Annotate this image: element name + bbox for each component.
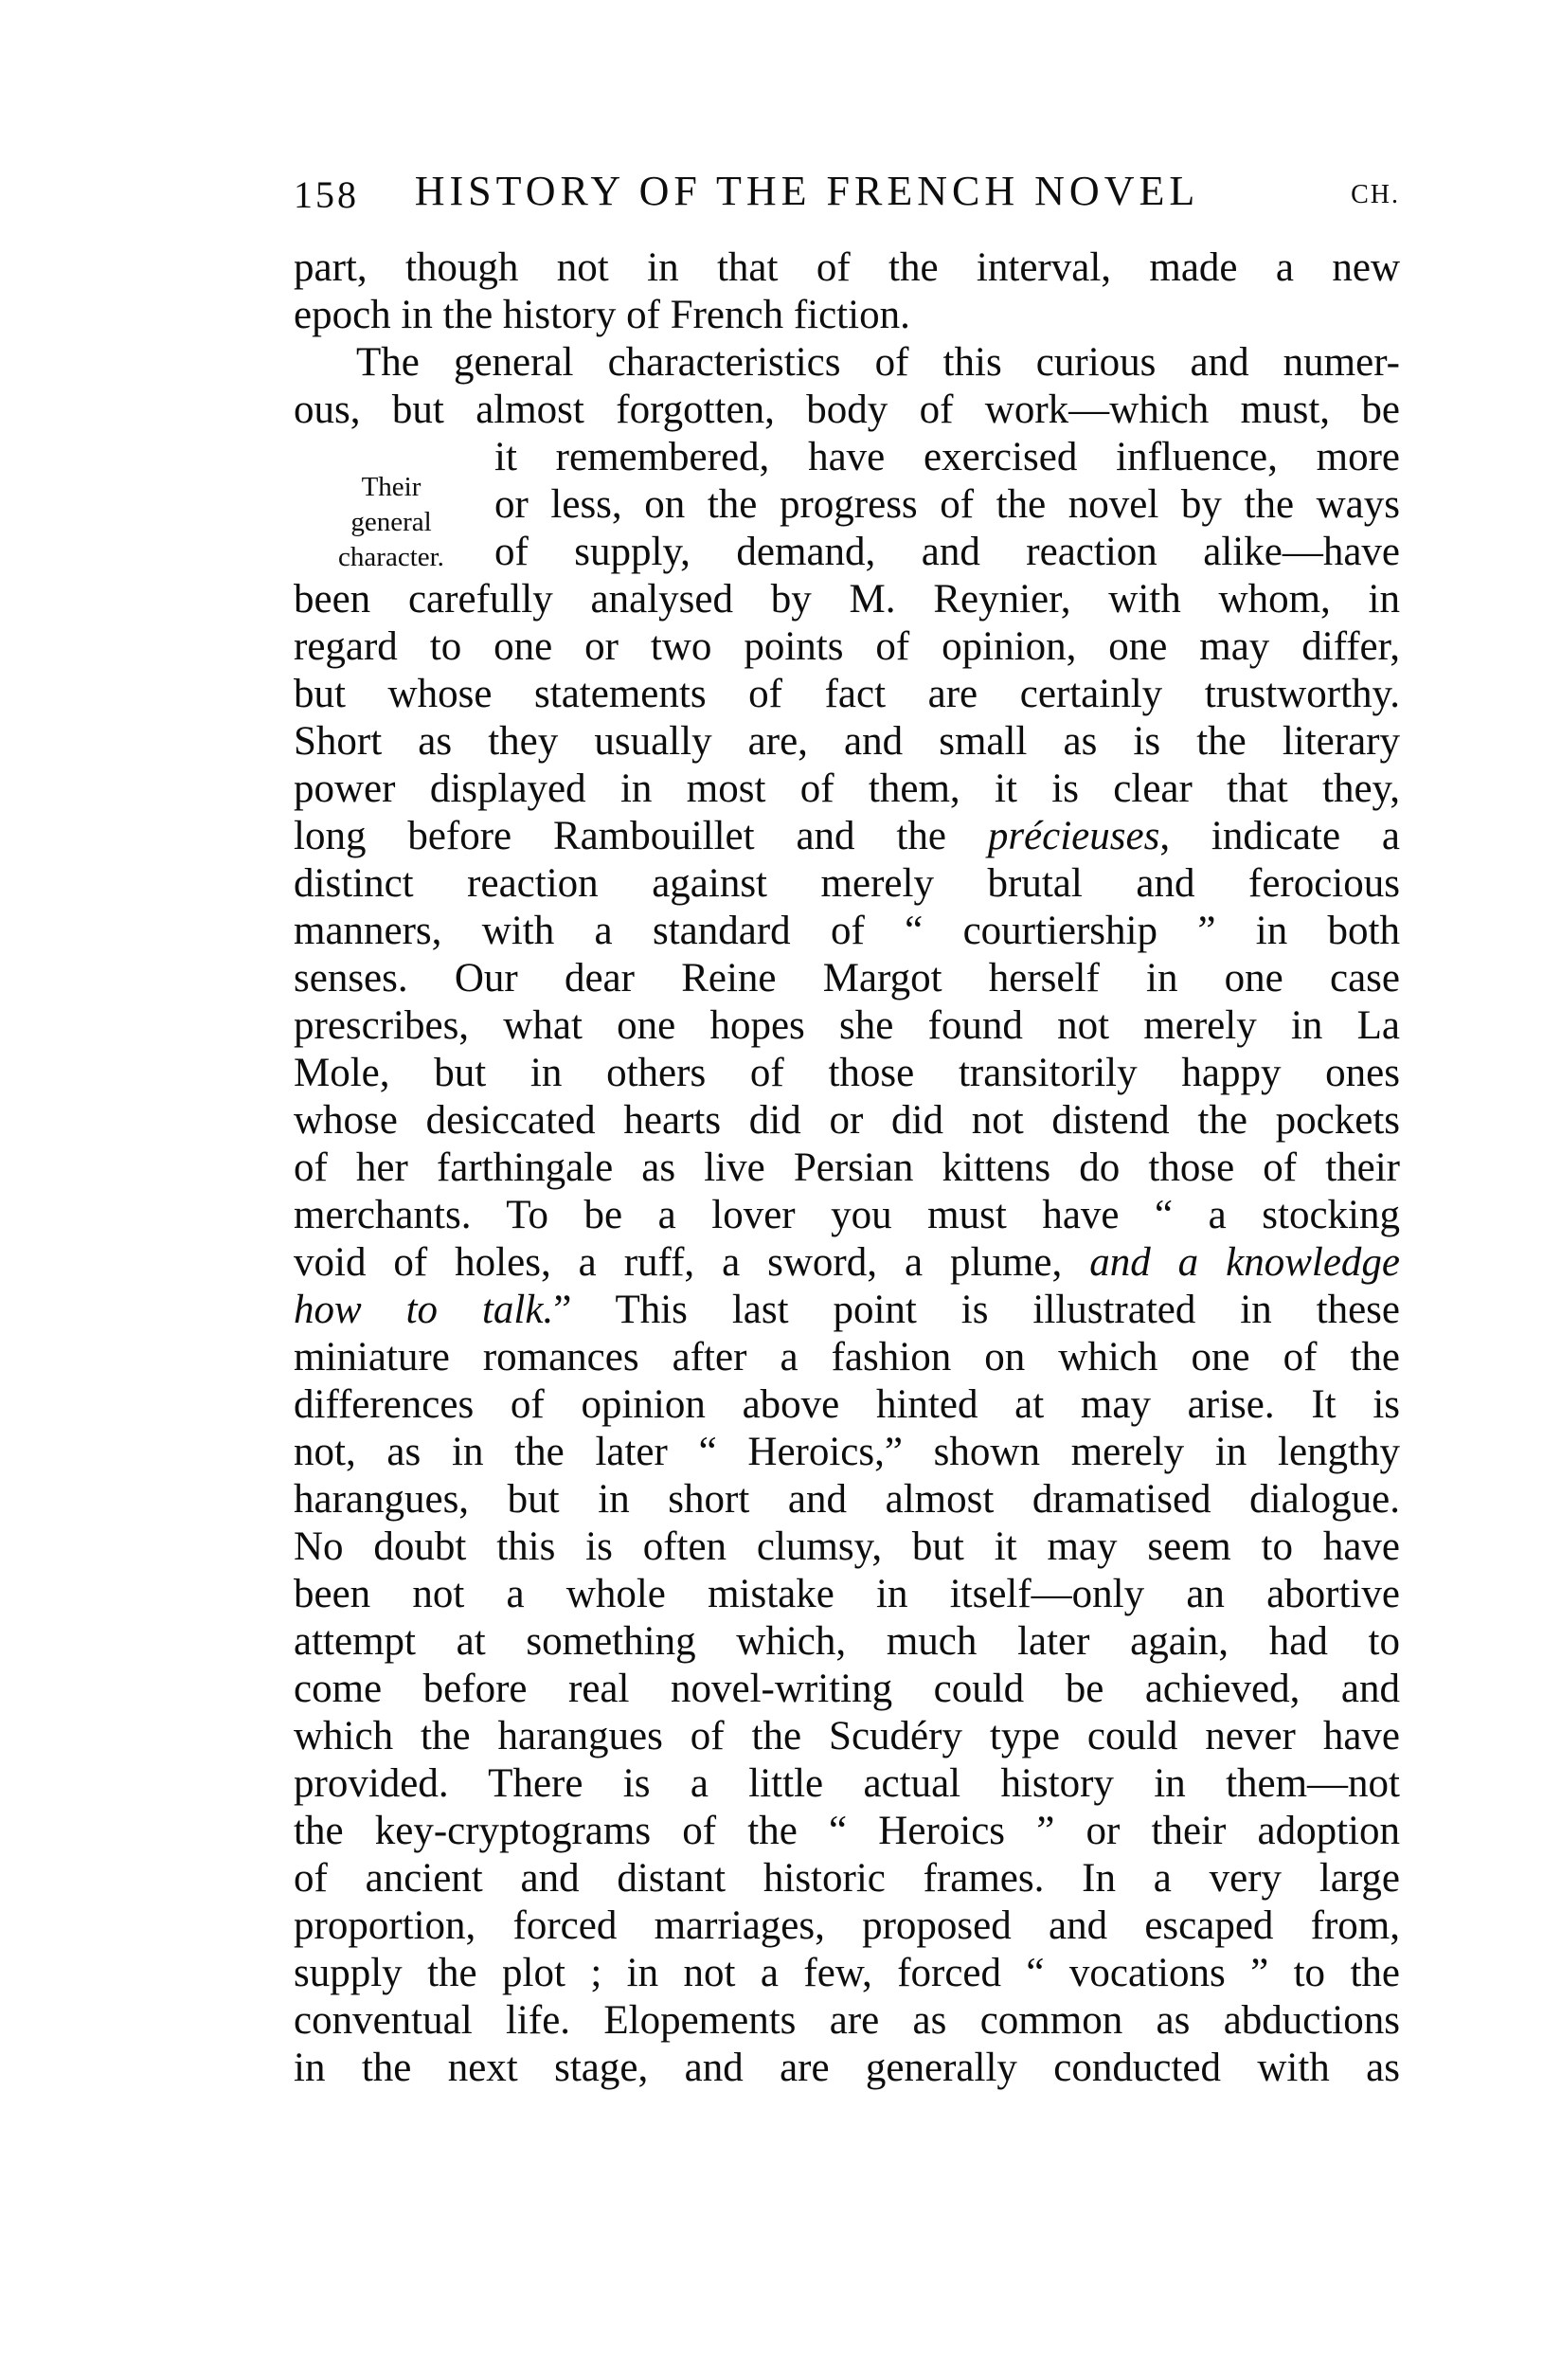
italic-text-run: and a knowledge xyxy=(1089,1240,1400,1285)
page-header xyxy=(294,167,1400,220)
text-run: in the next stage, and are generally conducted with as xyxy=(294,2046,1400,2090)
text-line xyxy=(294,1050,1400,1097)
text-line xyxy=(294,908,1400,955)
text-line xyxy=(294,1760,1400,1808)
text-run: distinct reaction against merely brutal and ferocious xyxy=(294,861,1400,906)
text-line xyxy=(294,1287,1400,1334)
text-line xyxy=(294,1097,1400,1145)
text-run: or less, on the progress of the novel by the ways xyxy=(494,482,1400,527)
text-run: not, as in the later “ Heroics,” shown merely in lengthy xyxy=(294,1430,1400,1474)
text-run: been not a whole mistake in itself—only an abortive xyxy=(294,1572,1400,1616)
text-run: the key-cryptograms of the “ Heroics ” or their adoption xyxy=(294,1809,1400,1853)
text-run: Mole, but in others of those transitorily happy ones xyxy=(294,1051,1400,1095)
text-line xyxy=(294,1524,1400,1571)
margin-note xyxy=(301,470,481,575)
page-number: 158 xyxy=(294,173,359,216)
text-line xyxy=(294,955,1400,1002)
body-text xyxy=(294,244,1400,2092)
text-run: ous, but almost forgotten, body of work—which must, be xyxy=(294,388,1400,432)
margin-note-line: general xyxy=(350,507,432,537)
text-run: No doubt this is often clumsy, but it may seem to have xyxy=(294,1524,1400,1569)
text-line xyxy=(294,623,1400,671)
text-line xyxy=(294,339,1400,387)
text-line xyxy=(294,1902,1400,1950)
text-run: miniature romances after a fashion on which one of the xyxy=(294,1335,1400,1379)
text-run: it remembered, have exercised influence, more xyxy=(494,435,1400,479)
text-line xyxy=(294,1145,1400,1192)
text-run: merchants. To be a lover you must have “ a stocking xyxy=(294,1193,1400,1237)
margin-note-line: Their xyxy=(361,472,422,502)
text-run: of supply, demand, and reaction alike—have xyxy=(494,530,1400,574)
text-line xyxy=(294,1381,1400,1429)
text-line xyxy=(294,1666,1400,1713)
text-line xyxy=(294,1334,1400,1381)
text-run: power displayed in most of them, it is clear that they, xyxy=(294,766,1400,811)
text-run: senses. Our dear Reine Margot herself in one case xyxy=(294,956,1400,1001)
text-line xyxy=(294,813,1400,860)
text-run: Short as they usually are, and small as is the literary xyxy=(294,719,1400,764)
text-line xyxy=(294,860,1400,908)
text-run: conventual life. Elopements are as common as abductions xyxy=(294,1998,1400,2043)
text-run: The general characteristics of this curious and numer- xyxy=(356,340,1400,385)
text-run: harangues, but in short and almost dramatised dialogue. xyxy=(294,1477,1400,1522)
text-run: ” This last point is illustrated in these xyxy=(553,1288,1400,1332)
text-line xyxy=(294,1002,1400,1050)
text-line xyxy=(294,1239,1400,1287)
text-run: which the harangues of the Scudéry type could never have xyxy=(294,1714,1400,1758)
text-run: epoch in the history of French fiction. xyxy=(294,293,910,337)
text-run: come before real novel-writing could be achieved, and xyxy=(294,1667,1400,1711)
text-run: prescribes, what one hopes she found not merely in La xyxy=(294,1003,1400,1048)
text-run: differences of opinion above hinted at may arise. It is xyxy=(294,1382,1400,1427)
text-run: manners, with a standard of “ courtiership ” in both xyxy=(294,909,1400,953)
running-title: HISTORY OF THE FRENCH NOVEL xyxy=(414,168,1200,214)
text-run: of ancient and distant historic frames. In a very large xyxy=(294,1856,1400,1901)
text-run: of her farthingale as live Persian kittens do those of their xyxy=(294,1145,1400,1190)
text-run: , indicate a xyxy=(1159,814,1400,858)
text-run: part, though not in that of the interval, made a new xyxy=(294,245,1400,290)
text-line xyxy=(294,292,1400,339)
text-run: supply the plot ; in not a few, forced “ vocations ” to the xyxy=(294,1951,1400,1995)
text-line xyxy=(294,1997,1400,2045)
text-line xyxy=(294,1855,1400,1902)
italic-text-run: how to talk. xyxy=(294,1288,554,1332)
text-line xyxy=(294,766,1400,813)
text-run: but whose statements of fact are certainly trustworthy. xyxy=(294,672,1400,716)
italic-text-run: précieuses xyxy=(987,814,1160,858)
text-run: regard to one or two points of opinion, one may differ, xyxy=(294,624,1400,669)
text-run: long before Rambouillet and the xyxy=(294,814,988,858)
text-line xyxy=(294,718,1400,766)
text-line xyxy=(294,1192,1400,1239)
text-run: void of holes, a ruff, a sword, a plume, xyxy=(294,1240,1090,1285)
text-line xyxy=(294,576,1400,623)
text-line xyxy=(294,1808,1400,1855)
text-run: attempt at something which, much later again, had to xyxy=(294,1619,1400,1664)
margin-note-line: character. xyxy=(338,542,444,572)
text-line xyxy=(294,387,1400,434)
text-line xyxy=(294,2045,1400,2092)
text-line xyxy=(294,1713,1400,1760)
text-line xyxy=(294,671,1400,718)
text-line xyxy=(294,1618,1400,1666)
text-line xyxy=(294,1950,1400,1997)
text-run: whose desiccated hearts did or did not distend the pockets xyxy=(294,1098,1400,1143)
text-line xyxy=(294,1429,1400,1476)
text-run: proportion, forced marriages, proposed and escaped from, xyxy=(294,1903,1400,1948)
text-run: been carefully analysed by M. Reynier, with whom, in xyxy=(294,577,1400,622)
text-line xyxy=(294,1476,1400,1524)
text-line xyxy=(294,1571,1400,1618)
text-line xyxy=(294,244,1400,292)
chapter-label: CH. xyxy=(1351,180,1400,209)
text-run: provided. There is a little actual history in them—not xyxy=(294,1761,1400,1806)
